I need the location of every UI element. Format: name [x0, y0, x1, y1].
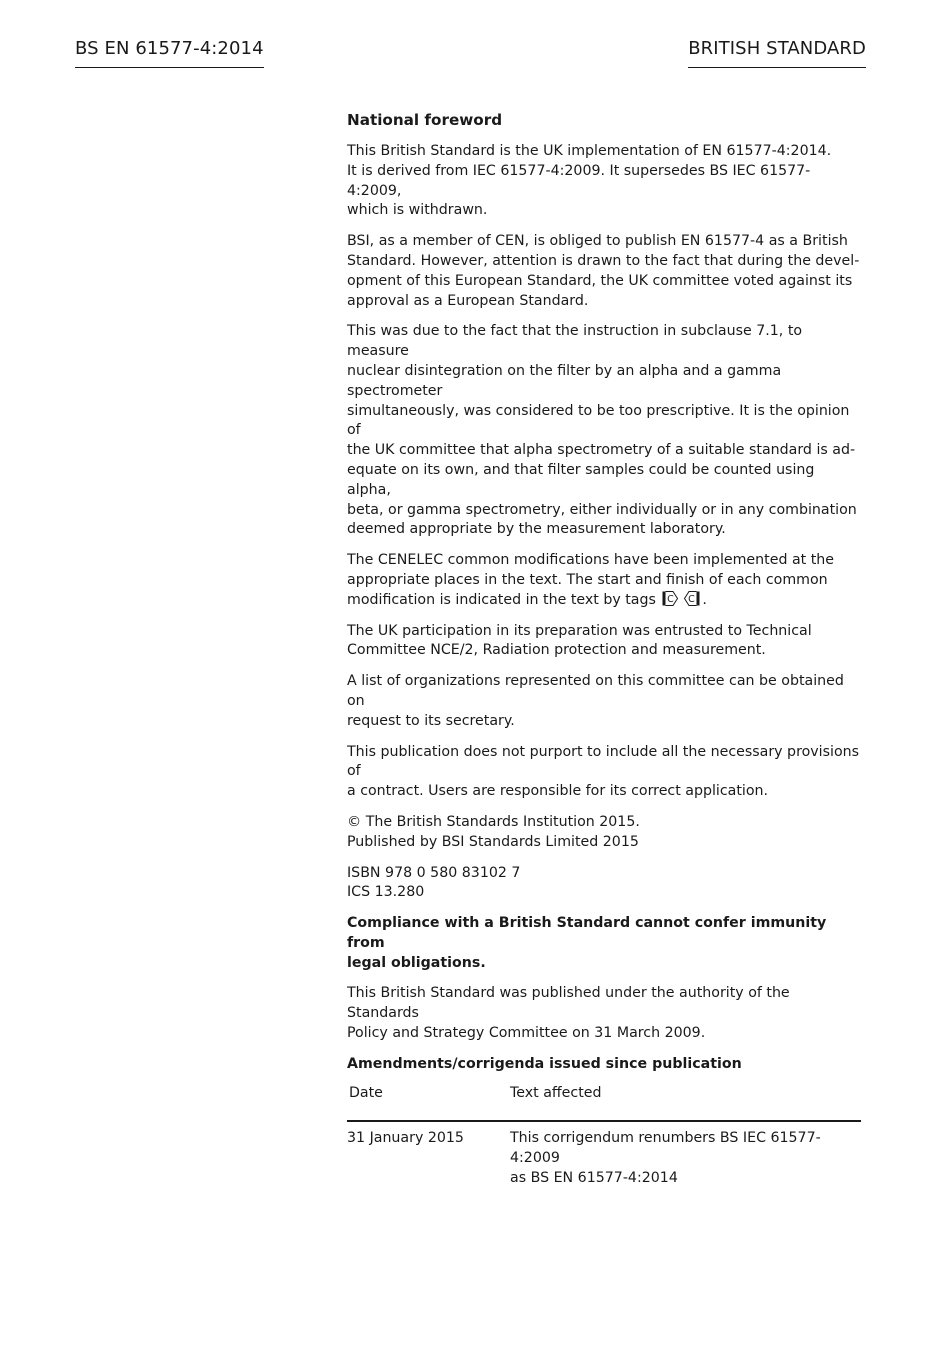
text-line: beta, or gamma spectrometry, either individually or in any combination [347, 501, 857, 518]
foreword-paragraph-committee [347, 622, 861, 662]
identifiers [347, 864, 861, 904]
text-line: request to its secretary. [347, 712, 515, 729]
text-line: simultaneously, was considered to be too prescriptive. It is the opinion of [347, 402, 850, 439]
text-line: The UK participation in its preparation was entrusted to Technical [347, 622, 812, 639]
text-line: This corrigendum renumbers BS IEC 61577-4:2009 [510, 1130, 821, 1167]
text-line: Policy and Strategy Committee on 31 March 2009. [347, 1025, 706, 1042]
text-line: approval as a European Standard. [347, 292, 589, 309]
foreword-paragraph-implementation [347, 142, 861, 221]
copyright-notice [347, 813, 861, 853]
tag-sentence-end: . [702, 591, 707, 608]
text-line: A list of organizations represented on this committee can be obtained on [347, 673, 844, 709]
text-line: © The British Standards Institution 2015. [347, 813, 640, 830]
text-line: deemed appropriate by the measurement laboratory. [347, 521, 726, 538]
amendment-text [508, 1121, 861, 1188]
text-line: This British Standard was published under the authority of the Standards [347, 985, 790, 1022]
text-line: legal obligations. [347, 954, 486, 971]
text-line: This publication does not purport to include all the necessary provisions of [347, 743, 860, 780]
text-line [347, 591, 861, 611]
text-line: The CENELEC common modifications have been implemented at the [347, 552, 835, 569]
foreword-paragraph-cen [347, 232, 861, 311]
text-line: Compliance with a British Standard cannot confer immunity from [347, 915, 827, 951]
national-foreword [347, 110, 861, 1189]
amendments-title: Amendments/corrigenda issued since publication [347, 1055, 742, 1072]
text-line: This was due to the fact that the instruction in subclause 7.1, to measure [347, 323, 803, 360]
ics: ICS 13.280 [347, 884, 425, 901]
end-tag-letter: C [688, 593, 696, 605]
text-line: This British Standard is the UK implementation of EN 61577-4:2014. [347, 143, 832, 159]
tag-sentence: modification is indicated in the text by tags [347, 591, 656, 608]
text-line: as BS EN 61577-4:2014 [510, 1170, 678, 1187]
start-tag-icon [662, 591, 679, 606]
text-line: which is withdrawn. [347, 202, 488, 219]
text-line: a contract. Users are responsible for its correct application. [347, 783, 769, 800]
column-header-date: Date [347, 1084, 508, 1122]
foreword-paragraph-organizations [347, 672, 861, 731]
table-row [347, 1121, 861, 1188]
compliance-notice [347, 914, 861, 973]
foreword-paragraph-cenelec [347, 551, 861, 610]
amendment-date: 31 January 2015 [347, 1130, 464, 1147]
foreword-paragraph-reason [347, 322, 861, 540]
header-standard-number: BS EN 61577-4:2014 [75, 38, 264, 68]
amendments-table [347, 1084, 861, 1189]
text-line: Committee NCE/2, Radiation protection and measurement. [347, 642, 766, 659]
text-line: Published by BSI Standards Limited 2015 [347, 833, 639, 850]
text-line: It is derived from IEC 61577-4:2009. It supersedes BS IEC 61577-4:2009, [347, 162, 811, 199]
text-line: appropriate places in the text. The start and finish of each common [347, 571, 828, 588]
text-line: nuclear disintegration on the filter by an alpha and a gamma spectrometer [347, 362, 782, 399]
column-header-text-affected: Text affected [508, 1084, 861, 1122]
foreword-title: National foreword [347, 111, 503, 129]
text-line: equate on its own, and that filter samples could be counted using alpha, [347, 461, 815, 498]
header-british-standard: BRITISH STANDARD [688, 38, 866, 68]
foreword-paragraph-contract [347, 743, 861, 802]
isbn: ISBN 978 0 580 83102 7 [347, 864, 521, 881]
authority-statement [347, 984, 861, 1043]
table-header-row [347, 1084, 861, 1122]
text-line: BSI, as a member of CEN, is obliged to publish EN 61577-4 as a British [347, 233, 848, 250]
end-tag-icon [683, 591, 700, 606]
text-line: opment of this European Standard, the UK committee voted against its [347, 272, 853, 289]
text-line: the UK committee that alpha spectrometry of a suitable standard is ad- [347, 442, 856, 459]
start-tag-letter: C [667, 593, 675, 605]
text-line: Standard. However, attention is drawn to the fact that during the devel- [347, 252, 860, 269]
